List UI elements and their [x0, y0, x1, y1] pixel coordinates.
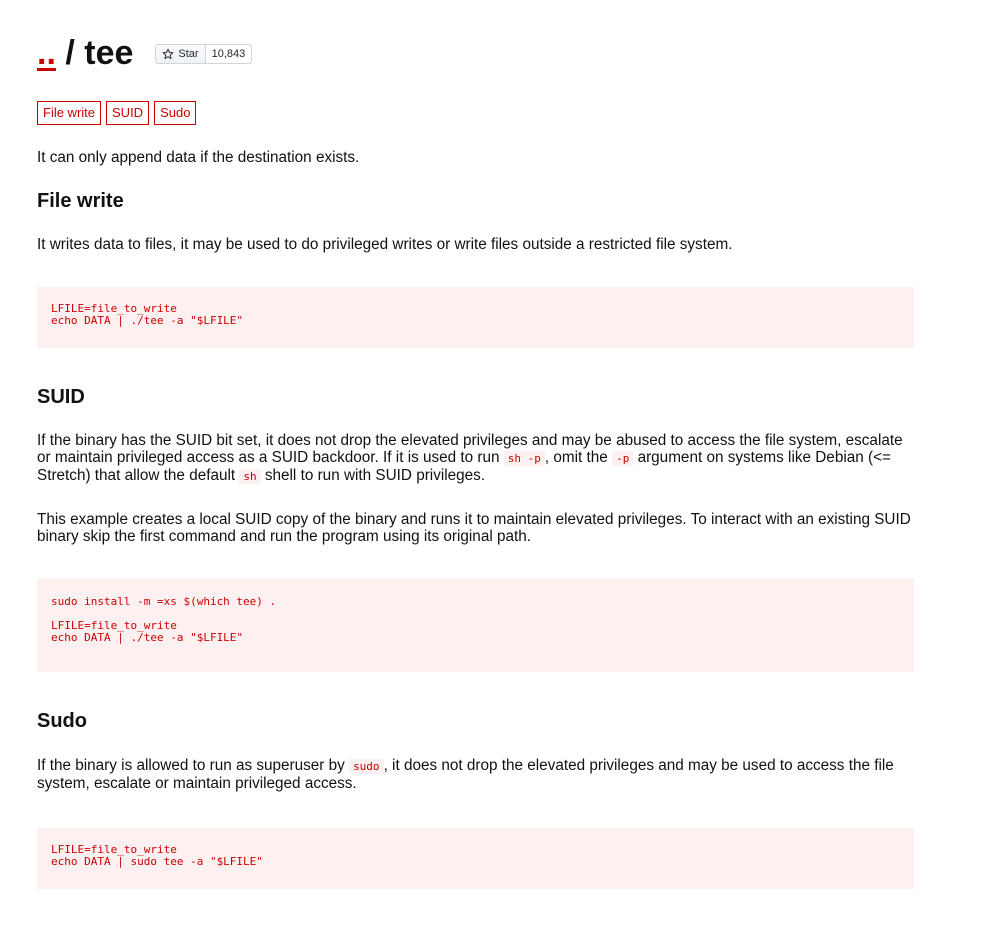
page-title	[37, 34, 133, 73]
code-line: LFILE=file_to_write	[51, 843, 177, 856]
github-star-button[interactable]	[155, 44, 205, 64]
code-line: LFILE=file_to_write	[51, 302, 177, 315]
github-star-widget	[155, 44, 252, 64]
title-separator: /	[65, 33, 75, 72]
sudo-paragraph	[37, 757, 914, 792]
code-line: sudo install -m =xs $(which tee) .	[51, 595, 277, 608]
inline-code: -p	[612, 451, 633, 466]
text: If the binary is allowed to run as superuser by	[37, 757, 345, 774]
sudo-code-block[interactable]	[37, 828, 914, 889]
heading-file-write: File write	[37, 190, 124, 212]
tag-sudo[interactable]: Sudo	[154, 101, 196, 125]
text: argument on systems like Debian (<= Stretch) that allow the default	[37, 449, 891, 484]
code-line: LFILE=file_to_write	[51, 619, 177, 632]
suid-paragraph-2: This example creates a local SUID copy of the binary and runs it to maintain elevated privileges. To interact with an existing SUID binary skip the first command and run the program using its original path.	[37, 511, 911, 545]
parent-link[interactable]: ..	[37, 33, 56, 72]
intro-text: It can only append data if the destination exists.	[37, 149, 360, 166]
text: , omit the	[544, 449, 608, 466]
inline-code: sh	[239, 469, 260, 484]
file-write-description: It writes data to files, it may be used to do privileged writes or write files outside a restricted file system.	[37, 236, 733, 253]
star-count[interactable]: 10,843	[206, 44, 253, 64]
text: , it does not drop the elevated privileges and may be used to access the file system, escalate or maintain privileged access.	[37, 757, 894, 792]
text: If the binary has the SUID bit set, it does not drop the elevated privileges and may be abused to access the file system, escalate or maintain privileged access as a SUID backdoor. If it is used to run	[37, 432, 903, 466]
star-icon	[162, 48, 174, 60]
suid-code-block[interactable]	[37, 578, 914, 672]
code-line: echo DATA | sudo tee -a "$LFILE"	[51, 855, 263, 868]
text: shell to run with SUID privileges.	[264, 467, 486, 484]
code-line: echo DATA | ./tee -a "$LFILE"	[51, 631, 244, 644]
function-tags	[37, 101, 196, 125]
inline-code: sh -p	[504, 451, 545, 466]
heading-suid: SUID	[37, 386, 85, 408]
file-write-code-block[interactable]	[37, 287, 914, 348]
tag-file-write[interactable]: File write	[37, 101, 101, 125]
title-row	[37, 33, 252, 73]
tag-suid[interactable]: SUID	[106, 101, 149, 125]
star-label: Star	[178, 48, 199, 60]
code-line: echo DATA | ./tee -a "$LFILE"	[51, 314, 244, 327]
heading-sudo: Sudo	[37, 710, 87, 732]
suid-paragraph-1	[37, 432, 914, 485]
inline-code: sudo	[349, 759, 384, 774]
binary-name: tee	[84, 33, 134, 72]
